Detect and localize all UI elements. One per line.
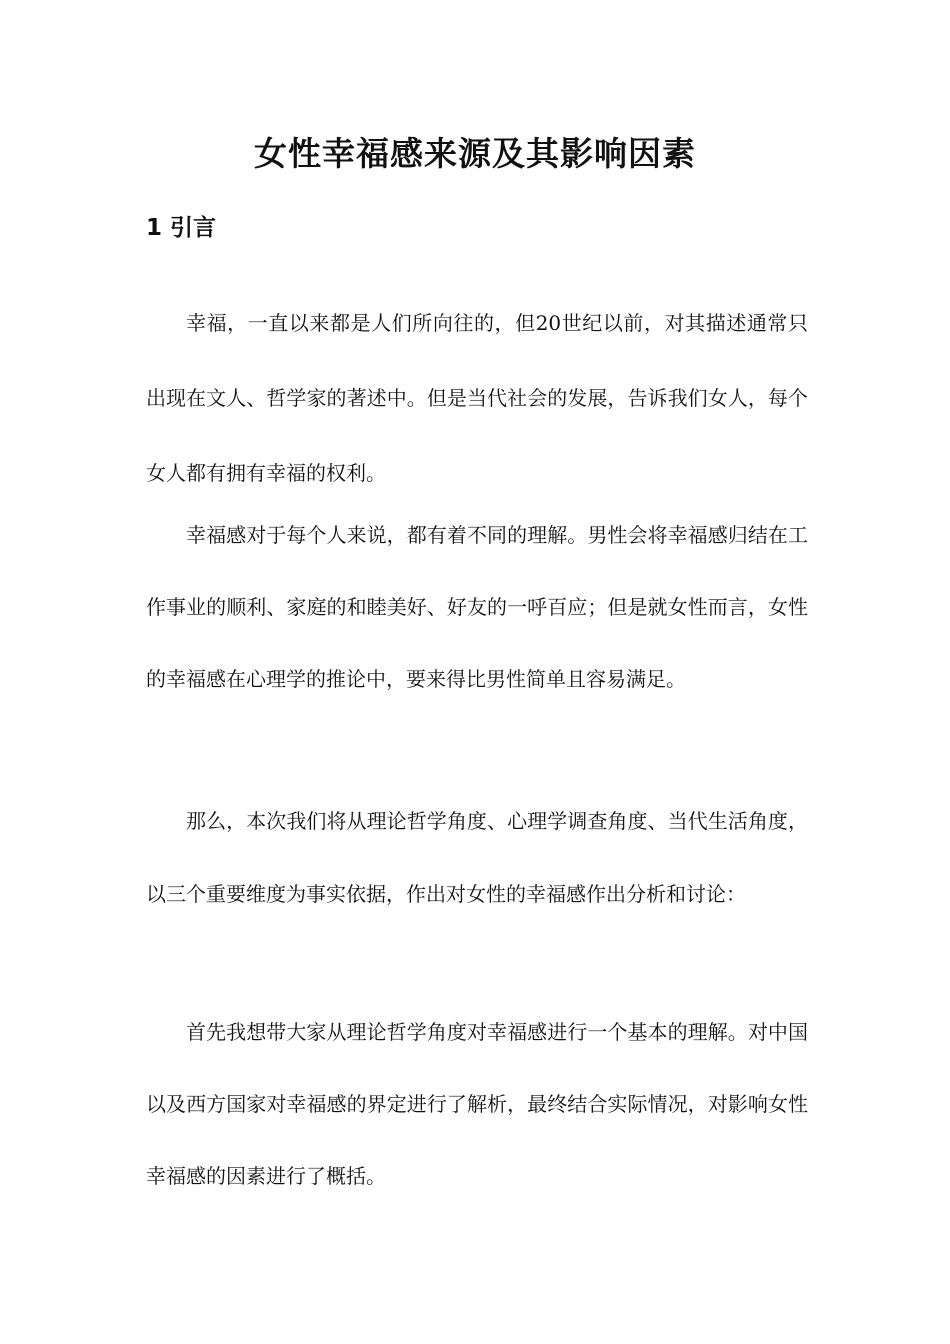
section-heading: 1 引言 [146, 215, 217, 241]
paragraph-2: 幸福感对于每个人来说，都有着不同的理解。男性会将幸福感归结在工作事业的顺利、家庭的和睦美好、好友的一呼百应；但是就女性而言，女性的幸福感在心理学的推论中，要来得比男性简单且容易满足。 [146, 523, 808, 691]
paragraph-1: 幸福，一直以来都是人们所向往的，但20世纪以前，对其描述通常只出现在文人、哲学家的著述中。但是当代社会的发展，告诉我们女人，每个女人都有拥有幸福的权利。 [146, 311, 808, 485]
paragraph-3: 那么，本次我们将从理论哲学角度、心理学调查角度、当代生活角度，以三个重要维度为事实依据，作出对女性的幸福感作出分析和讨论： [146, 809, 808, 906]
document-title: 女性幸福感来源及其影响因素 [254, 134, 696, 173]
paragraph-4: 首先我想带大家从理论哲学角度对幸福感进行一个基本的理解。对中国以及西方国家对幸福感的界定进行了解析，最终结合实际情况，对影响女性幸福感的因素进行了概括。 [146, 1020, 808, 1188]
